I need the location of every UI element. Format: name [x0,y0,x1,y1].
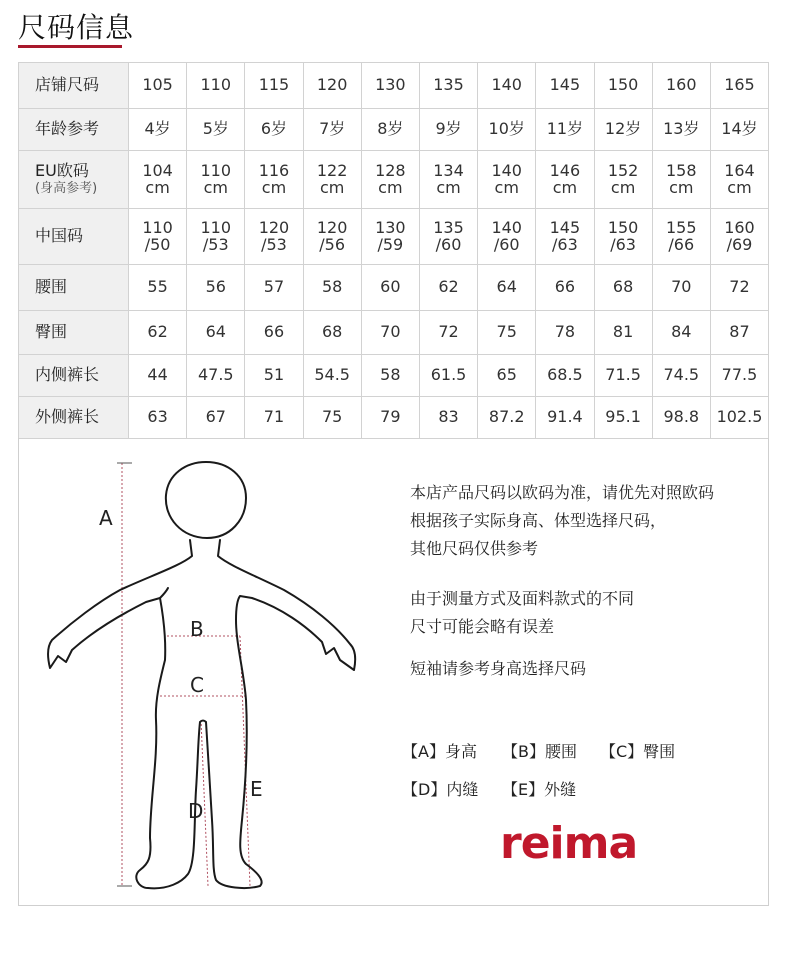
row-label: 外侧裤长 [19,397,129,439]
label-b: B [190,617,204,641]
table-cell: 84 [652,311,710,355]
row-label: 年龄参考 [19,109,129,151]
label-e: E [250,777,263,801]
table-cell: 58 [303,265,361,311]
table-cell: 63 [129,397,187,439]
row-label: 腰围 [19,265,129,311]
table-cell: 145 /63 [536,209,594,265]
table-cell: 95.1 [594,397,652,439]
legend-outseam: 【E】外缝 [502,780,577,799]
table-cell: 77.5 [710,355,768,397]
table-cell: 120 [303,63,361,109]
table-cell: 150 [594,63,652,109]
table-cell: 54.5 [303,355,361,397]
table-cell: 47.5 [187,355,245,397]
table-cell: 110 [187,63,245,109]
table-cell: 11岁 [536,109,594,151]
table-cell: 9岁 [419,109,477,151]
table-cell: 135 /60 [419,209,477,265]
table-cell: 12岁 [594,109,652,151]
legend-inseam: 【D】内缝 [402,780,479,799]
table-cell: 62 [129,311,187,355]
note-line-3: 其他尺码仅供参考 [410,539,539,558]
table-cell: 65 [478,355,536,397]
table-cell: 72 [419,311,477,355]
table-cell: 140 [478,63,536,109]
table-cell: 55 [129,265,187,311]
table-cell: 164 cm [710,151,768,209]
table-cell: 160 [652,63,710,109]
table-cell: 6岁 [245,109,303,151]
label-d: D [188,799,204,823]
table-cell: 67 [187,397,245,439]
table-cell: 152 cm [594,151,652,209]
note-line-6: 短袖请参考身高选择尺码 [410,659,587,678]
outseam-guide-line [240,636,250,886]
table-cell: 51 [245,355,303,397]
table-cell: 58 [361,355,419,397]
legend-waist: 【B】腰围 [502,742,577,761]
table-cell: 135 [419,63,477,109]
table-cell: 68 [303,311,361,355]
table-cell: 72 [710,265,768,311]
table-cell: 14岁 [710,109,768,151]
table-cell: 150 /63 [594,209,652,265]
table-cell: 158 cm [652,151,710,209]
table-cell: 10岁 [478,109,536,151]
row-label: 中国码 [19,209,129,265]
table-cell: 79 [361,397,419,439]
table-cell: 64 [187,311,245,355]
table-cell: 128 cm [361,151,419,209]
table-cell: 91.4 [536,397,594,439]
table-cell: 64 [478,265,536,311]
table-cell: 98.8 [652,397,710,439]
table-cell: 70 [361,311,419,355]
table-cell: 130 [361,63,419,109]
legend-height: 【A】身高 [402,742,477,761]
table-cell: 66 [245,311,303,355]
table-cell: 87.2 [478,397,536,439]
label-c: C [190,673,204,697]
table-cell: 83 [419,397,477,439]
table-cell: 87 [710,311,768,355]
table-cell: 110 /53 [187,209,245,265]
table-cell: 145 [536,63,594,109]
table-cell: 4岁 [129,109,187,151]
brand-logo: reima [500,818,638,869]
table-cell: 120 /56 [303,209,361,265]
note-line-5: 尺寸可能会略有误差 [410,617,555,636]
table-cell: 56 [187,265,245,311]
table-cell: 120 /53 [245,209,303,265]
table-cell: 68 [594,265,652,311]
table-cell: 5岁 [187,109,245,151]
table-cell: 60 [361,265,419,311]
table-cell: 57 [245,265,303,311]
table-cell: 110 cm [187,151,245,209]
note-line-1: 本店产品尺码以欧码为准，请优先对照欧码 [410,483,715,502]
table-cell: 110 /50 [129,209,187,265]
table-cell: 8岁 [361,109,419,151]
note-line-4: 由于测量方式及面料款式的不同 [410,589,635,608]
row-label: EU欧码 (身高参考) [19,151,129,209]
table-cell: 160 /69 [710,209,768,265]
table-cell: 81 [594,311,652,355]
table-cell: 130 /59 [361,209,419,265]
table-cell: 140 cm [478,151,536,209]
table-cell: 102.5 [710,397,768,439]
note-line-2: 根据孩子实际身高、体型选择尺码， [410,511,667,530]
table-cell: 44 [129,355,187,397]
table-cell: 62 [419,265,477,311]
table-cell: 71.5 [594,355,652,397]
table-cell: 71 [245,397,303,439]
legend-hip: 【C】臀围 [600,742,676,761]
figure-labels [99,506,263,823]
measurement-guides [117,463,250,886]
table-cell: 146 cm [536,151,594,209]
table-cell: 155 /66 [652,209,710,265]
table-cell: 75 [478,311,536,355]
table-cell: 75 [303,397,361,439]
table-cell: 7岁 [303,109,361,151]
table-cell: 78 [536,311,594,355]
table-cell: 68.5 [536,355,594,397]
table-cell: 74.5 [652,355,710,397]
table-cell: 66 [536,265,594,311]
table-cell: 165 [710,63,768,109]
table-cell: 116 cm [245,151,303,209]
row-label: 店铺尺码 [19,63,129,109]
table-cell: 61.5 [419,355,477,397]
table-cell: 115 [245,63,303,109]
row-label: 臀围 [19,311,129,355]
table-cell: 13岁 [652,109,710,151]
page-title: 尺码信息 [18,11,135,44]
table-cell: 122 cm [303,151,361,209]
table-cell: 105 [129,63,187,109]
table-cell: 134 cm [419,151,477,209]
table-cell: 70 [652,265,710,311]
table-cell: 140 /60 [478,209,536,265]
row-label: 内侧裤长 [19,355,129,397]
table-cell: 104 cm [129,151,187,209]
label-a: A [99,506,113,530]
